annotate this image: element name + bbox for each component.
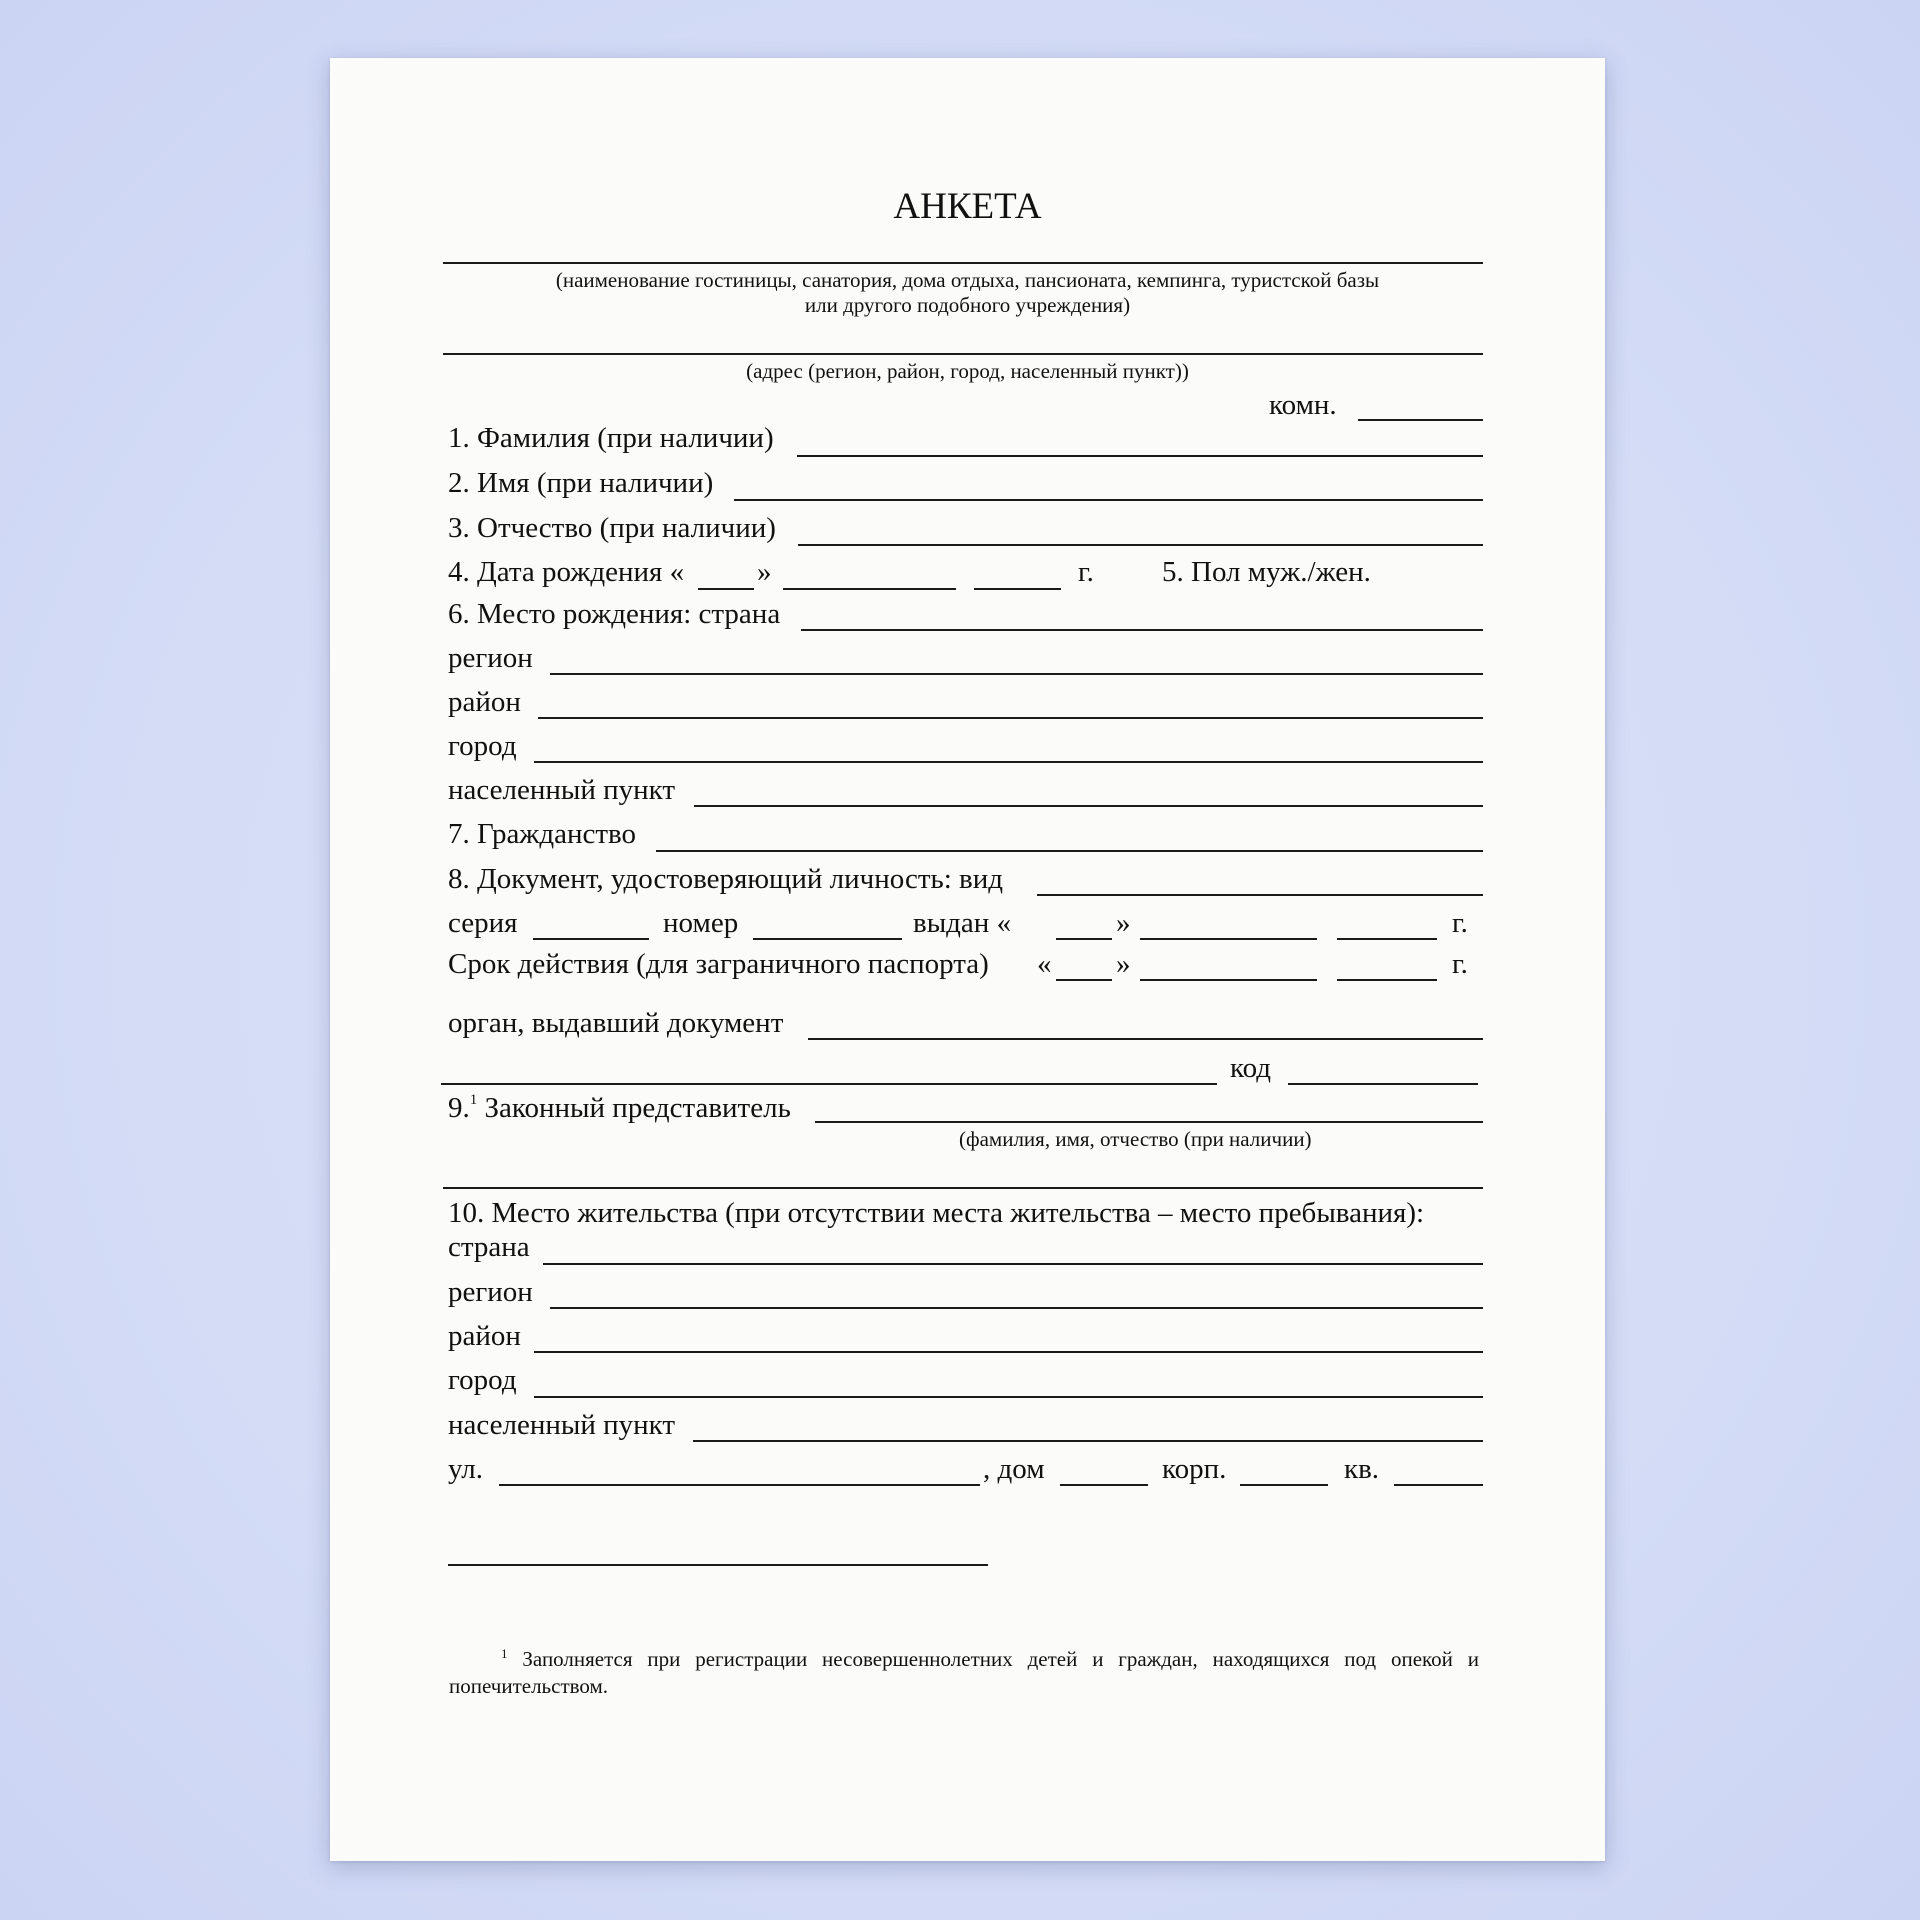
birth-date-label: 4. Дата рождения « [448,556,685,588]
patronymic-line[interactable] [798,544,1483,546]
birthplace-label: 6. Место рождения: страна [448,598,781,630]
birth-city-line[interactable] [534,761,1483,763]
res-country-label: страна [448,1231,530,1263]
citizenship-line[interactable] [656,850,1483,852]
number-line[interactable] [753,938,902,940]
institution-caption-2: или другого подобного учреждения) [804,293,1131,317]
res-city-label: город [448,1364,517,1396]
number-label: номер [663,907,739,939]
birth-district-line[interactable] [538,717,1483,719]
document-label: 8. Документ, удостоверяющий личность: вид [448,863,1004,895]
citizenship-label: 7. Гражданство [448,818,637,850]
birth-settlement-label: населенный пункт [448,774,676,806]
sex-label: 5. Пол муж./жен. [1162,556,1371,588]
birth-year-line[interactable] [974,588,1061,590]
house-label: , дом [983,1453,1045,1485]
birth-country-line[interactable] [801,629,1483,631]
issued-year-line[interactable] [1337,938,1437,940]
issued-close: » [1116,907,1131,939]
address-caption: (адрес (регион, район, город, населенный пункт)) [746,359,1189,383]
institution-caption-1: (наименование гостиницы, санатория, дома отдыха, пансионата, кемпинга, туристской базы [555,268,1380,292]
birth-district-label: район [448,686,521,718]
code-label: код [1230,1052,1272,1084]
guardian-line-2[interactable] [443,1187,1483,1189]
room-label: комн. [1269,389,1337,421]
res-region-label: регион [448,1276,533,1308]
birth-city-label: город [448,730,517,762]
footnote-text: Заполняется при регистрации несовершеннолетних детей и граждан, находящихся под опекой и попечительством. [449,1647,1479,1698]
validity-close: » [1116,948,1131,980]
issuing-authority-label: орган, выдавший документ [448,1007,784,1039]
residence-label: 10. Место жительства (при отсутствии места жительства – место пребывания): [448,1197,1425,1229]
issued-day-line[interactable] [1056,938,1112,940]
res-region-line[interactable] [550,1307,1483,1309]
res-city-line[interactable] [534,1396,1483,1398]
birth-region-label: регион [448,642,533,674]
series-line[interactable] [533,938,649,940]
guardian-text: Законный представитель [484,1092,791,1124]
apartment-line[interactable] [1394,1484,1483,1486]
guardian-number: 9. [448,1092,470,1124]
surname-line[interactable] [797,455,1483,457]
birth-day-line[interactable] [698,588,754,590]
birth-region-line[interactable] [550,673,1483,675]
building-label: корп. [1162,1453,1227,1485]
issued-year-suffix: г. [1452,907,1468,939]
guardian-footnote-marker: 1 [469,1092,478,1108]
house-line[interactable] [1060,1484,1148,1486]
surname-label: 1. Фамилия (при наличии) [448,422,774,454]
form-title: АНКЕТА [893,186,1042,227]
form-page [330,58,1605,1861]
series-label: серия [448,907,518,939]
guardian-label [448,1093,791,1123]
birth-settlement-line[interactable] [694,805,1483,807]
institution-line[interactable] [443,262,1483,264]
document-type-line[interactable] [1037,894,1483,896]
address-line[interactable] [443,353,1483,355]
street-line[interactable] [499,1484,980,1486]
street-label: ул. [448,1453,483,1485]
apartment-label: кв. [1344,1453,1380,1485]
footnote [449,1640,1479,1700]
issuing-authority-line-2[interactable] [441,1083,1217,1085]
name-line[interactable] [734,499,1483,501]
res-district-label: район [448,1320,521,1352]
room-line[interactable] [1358,419,1483,421]
birth-date-close: » [757,556,772,588]
birth-month-line[interactable] [783,588,956,590]
res-country-line[interactable] [543,1263,1483,1265]
name-label: 2. Имя (при наличии) [448,467,714,499]
validity-year-line[interactable] [1337,979,1437,981]
validity-open: « [1037,948,1052,980]
validity-day-line[interactable] [1056,979,1112,981]
guardian-caption: (фамилия, имя, отчество (при наличии) [959,1127,1312,1151]
code-line[interactable] [1288,1083,1478,1085]
res-district-line[interactable] [534,1351,1483,1353]
footnote-marker: 1 [501,1646,508,1661]
building-line[interactable] [1240,1484,1328,1486]
issued-month-line[interactable] [1140,938,1317,940]
issued-label: выдан « [913,907,1012,939]
validity-year-suffix: г. [1452,948,1468,980]
issuing-authority-line[interactable] [808,1038,1483,1040]
res-settlement-label: населенный пункт [448,1409,676,1441]
res-settlement-line[interactable] [693,1440,1483,1442]
guardian-line[interactable] [815,1121,1483,1123]
birth-year-suffix: г. [1078,556,1094,588]
patronymic-label: 3. Отчество (при наличии) [448,512,776,544]
validity-month-line[interactable] [1140,979,1317,981]
footnote-separator [448,1564,988,1566]
validity-label: Срок действия (для заграничного паспорта) [448,948,989,980]
